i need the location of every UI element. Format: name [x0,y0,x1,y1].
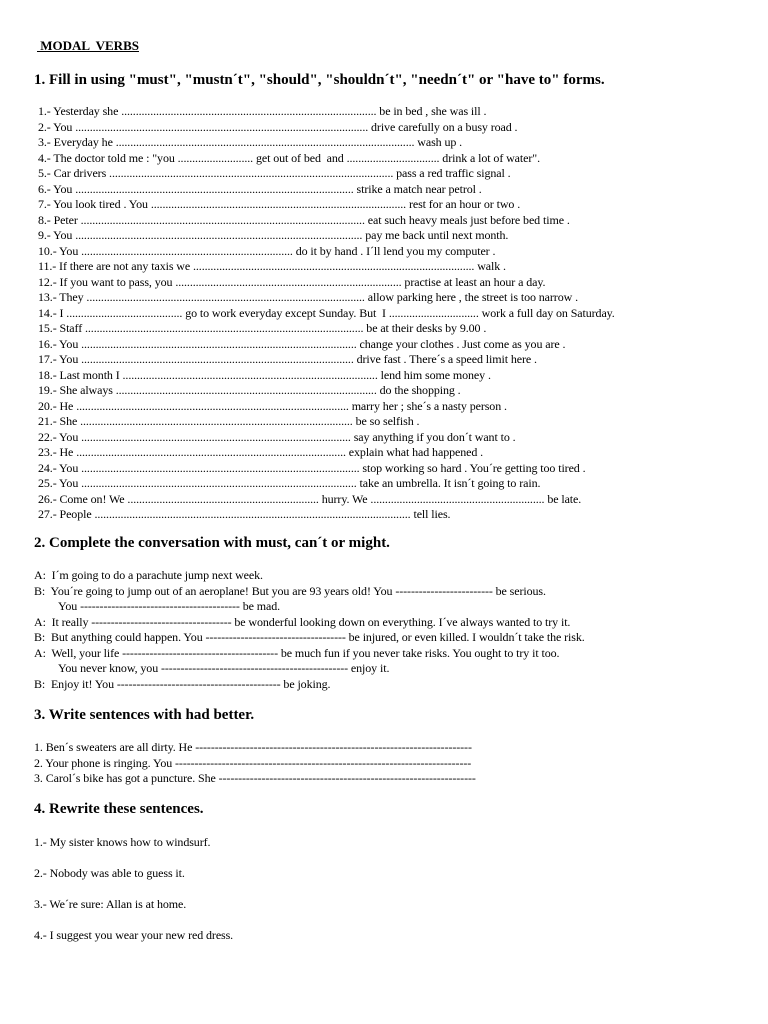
section-1-heading: 1. Fill in using "must", "mustn´t", "should", "shouldn´t", "needn´t" or "have to" forms. [34,72,605,88]
section-2-heading: 2. Complete the conversation with must, can´t or might. [34,535,390,551]
sentence-line: 2. Your phone is ringing. You ---------------------------------------------------------------------------- [34,755,472,770]
exercise-line: 11.- If there are not any taxis we ................................................................................................. walk . [38,259,506,273]
rewrite-line: 4.- I suggest you wear your new red dress. [34,928,234,942]
section-3-heading: 3. Write sentences with had better. [34,707,255,723]
exercise-line: 2.- You ..................................................................................................... drive carefully on a busy road . [38,119,518,134]
conversation-line: You ----------------------------------------- be mad. [58,599,280,613]
exercise-line: 23.- He ............................................................................................. explain what had happened . [38,445,484,459]
page-title: MODAL VERBS [37,38,139,53]
exercise-line: 20.- He .............................................................................................. marry her ; she´s a nasty person . [38,398,507,413]
exercise-line: 26.- Come on! We .................................................................. hurry. We ............................................................ be late. [38,491,582,506]
conversation-line: B: Enjoy it! You ------------------------------------------ be joking. [34,676,331,691]
exercise-line: 18.- Last month I ........................................................................................ lend him some money . [38,367,491,382]
exercise-line: 6.- You ................................................................................................ strike a match near petrol . [38,181,482,196]
exercise-line: 5.- Car drivers .................................................................................................. pass a red traffic signal . [38,166,511,180]
conversation-line: A: It really ------------------------------------ be wonderful looking down on everything. I´ve always wanted to try it. [34,614,571,629]
rewrite-line: 3.- We´re sure: Allan is at home. [34,897,187,911]
exercise-line: 1.- Yesterday she ........................................................................................ be in bed , she was ill . [38,104,487,118]
exercise-line: 24.- You ................................................................................................ stop working so hard . You´re getting too tired . [38,460,586,475]
exercise-line: 4.- The doctor told me : "you .......................... get out of bed and ................................ drink a lot of water". [38,150,540,165]
exercise-line: 8.- Peter .................................................................................................. eat such heavy meals just before bed time . [38,212,570,227]
exercise-line: 7.- You look tired . You ........................................................................................ rest for an hour or two . [38,197,521,211]
exercise-line: 22.- You ............................................................................................. say anything if you don´t want to . [38,429,516,444]
conversation-line: A: I´m going to do a parachute jump next week. [34,568,263,582]
exercise-line: 25.- You ............................................................................................... take an umbrella. It isn´t going to rain. [38,476,541,490]
exercise-line: 21.- She .............................................................................................. be so selfish . [38,414,420,428]
rewrite-line: 1.- My sister knows how to windsurf. [34,835,211,849]
exercise-line: 13.- They ................................................................................................ allow parking here , the street is too narrow . [38,290,578,304]
conversation-line: You never know, you ------------------------------------------------ enjoy it. [58,661,390,675]
exercise-line: 12.- If you want to pass, you .............................................................................. practise at least an hour a day. [38,274,546,289]
section-4-heading: 4. Rewrite these sentences. [34,801,204,817]
conversation-line: B: But anything could happen. You ------------------------------------ be injured, or even killed. I wouldn´t take the risk. [34,630,585,644]
exercise-line: 3.- Everyday he ....................................................................................................... wash up . [38,135,463,149]
exercise-line: 9.- You ................................................................................................... pay me back until next month. [38,228,509,242]
rewrite-line: 2.- Nobody was able to guess it. [34,866,185,880]
exercise-line: 14.- I ........................................ go to work everyday except Sunday. But I ............................... work a full day on Saturday. [38,305,615,320]
sentence-line: 3. Carol´s bike has got a puncture. She ------------------------------------------------------------------ [34,771,476,785]
exercise-line: 10.- You ......................................................................... do it by hand . I´ll lend you my computer . [38,243,496,258]
conversation-line: B: You´re going to jump out of an aeroplane! But you are 93 years old! You ------------------------- be serious. [34,583,546,598]
exercise-line: 27.- People ............................................................................................................. tell lies. [38,507,451,521]
conversation-line: A: Well, your life ---------------------------------------- be much fun if you never take risks. You ought to try it too. [34,645,560,660]
sentence-line: 1. Ben´s sweaters are all dirty. He ----------------------------------------------------------------------- [34,740,472,754]
exercise-line: 19.- She always .......................................................................................... do the shopping . [38,383,461,397]
exercise-line: 15.- Staff ................................................................................................ be at their desks by 9.00 . [38,321,487,335]
exercise-line: 16.- You ............................................................................................... change your clothes . Just come as you are . [38,336,566,351]
exercise-line: 17.- You .............................................................................................. drive fast . There´s a speed limit here . [38,352,537,366]
